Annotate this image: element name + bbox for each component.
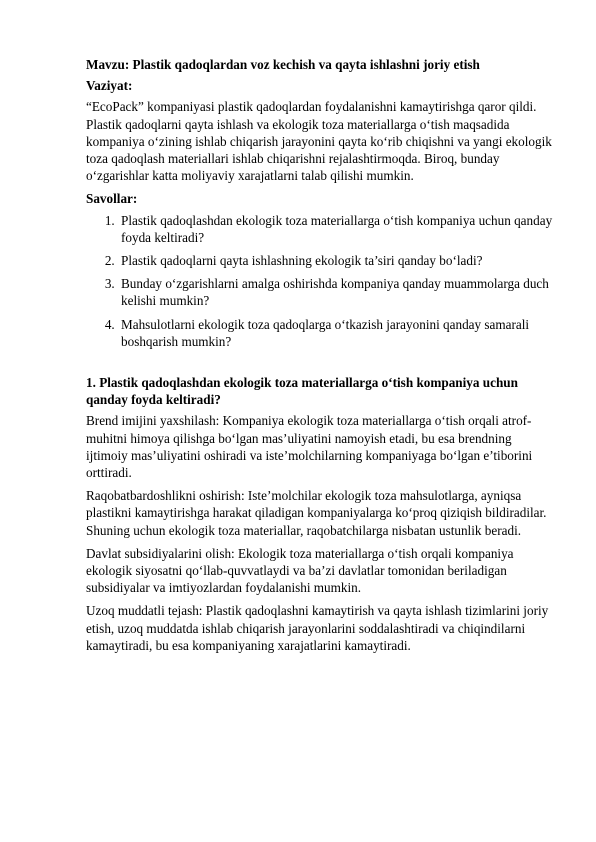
- document-page: [86, 56, 556, 660]
- section-1-paragraph: Raqobatbardoshlikni oshirish: Iste’molchilar ekologik toza mahsulotlarga, ayniqsa plastikni kamaytirishga harakat qiladigan kompaniyalarga ko‘proq qiziqish bildiradilar. Shuning uchun ekologik toza materiallar, raqobatchilarga nisbatan ustunlik beradi.: [86, 488, 547, 538]
- question-item: 1. Plastik qadoqlashdan ekologik toza materiallarga o‘tish kompaniya uchun qanday foyda keltiradi?: [118, 212, 556, 246]
- question-item: 3. Bunday o‘zgarishlarni amalga oshirishda kompaniya qanday muammolarga duch kelishi mumkin?: [118, 275, 556, 309]
- section-spacer: [86, 356, 556, 374]
- question-item: 2. Plastik qadoqlarni qayta ishlashning ekologik ta’siri qanday bo‘ladi?: [118, 252, 556, 269]
- section-1-title: 1. Plastik qadoqlashdan ekologik toza materiallarga o‘tish kompaniya uchun qanday foyda keltiradi?: [86, 375, 518, 408]
- questions-list: [86, 212, 556, 350]
- situation-paragraph: “EcoPack” kompaniyasi plastik qadoqlardan foydalanishni kamaytirishga qaror qildi. Plastik qadoqlarni qayta ishlash va ekologik toza materiallarga o‘tish maqsadida kompaniya o‘zining ishlab chiqarish jarayonini qayta ko‘rib chiqishni va yangi ekologik toza qadoqlash materiallari ishlab chiqarishni rejalashtirmoqda. Biroq, bunday o‘zgarishlar katta moliyaviy xarajatlarni talab qilishi mumkin.: [86, 99, 552, 184]
- topic-title: Mavzu: Plastik qadoqlardan voz kechish va qayta ishlashni joriy etish: [86, 57, 480, 72]
- questions-heading: Savollar:: [86, 191, 138, 207]
- section-1-paragraph: Brend imijini yaxshilash: Kompaniya ekologik toza materiallarga o‘tish orqali atrof-muhitni himoya qilishga bo‘lgan mas’uliyatini namoyish etadi, bu esa brendning ijtimoiy mas’uliyatini oshiradi va iste’molchilarning kompaniyaga bo‘lgan e’tiborini orttiradi.: [86, 413, 533, 481]
- section-1-paragraph: Uzoq muddatli tejash: Plastik qadoqlashni kamaytirish va qayta ishlash tizimlarini joriy etish, uzoq muddatda ishlab chiqarish jarayonlarini soddalashtiradi va chiqindilarni kamaytiradi, bu esa kompaniyaning xarajatlarini kamaytiradi.: [86, 603, 549, 653]
- question-item: 4. Mahsulotlarni ekologik toza qadoqlarga o‘tkazish jarayonini qanday samarali boshqarish mumkin?: [118, 316, 556, 350]
- section-1-paragraph: Davlat subsidiyalarini olish: Ekologik toza materiallarga o‘tish orqali kompaniya ekologik siyosatni qo‘llab-quvvatlaydi va ba’zi davlatlar tomonidan beriladigan subsidiyalar va imtiyozlardan foydalanishi mumkin.: [86, 545, 514, 596]
- situation-heading: Vaziyat:: [86, 78, 133, 94]
